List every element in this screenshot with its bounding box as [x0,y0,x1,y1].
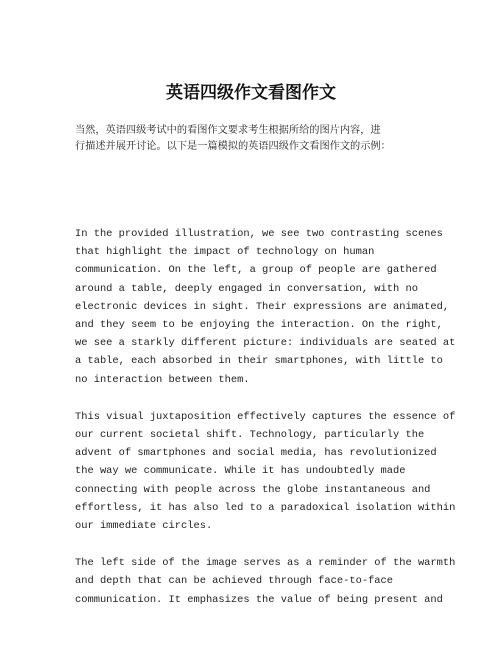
text-line: our current societal shift. Technology, particularly the [75,429,425,442]
text-line: advent of smartphones and social media, has revolutionized [75,447,437,460]
text-line: In the provided illustration, we see two contrasting scenes [75,228,443,240]
text-line: effortless, it has also led to a paradoxical isolation within [75,501,456,514]
text-line: the way we communicate. While it has undoubtedly made [75,465,406,478]
text-line: communication. It emphasizes the value of being present and [75,593,443,606]
essay-body [75,225,456,628]
text-line: This visual juxtaposition effectively captures the essence of [75,410,456,423]
text-line: no interaction between them. [75,373,250,386]
text-line: electronic devices in sight. Their expressions are animated, [75,300,450,313]
text-line: communication. On the left, a group of people are gathered [75,264,437,277]
text-line: our immediate circles. [75,520,213,533]
text-line: The left side of the image serves as a reminder of the warmth [75,557,456,570]
intro-line: 行描述并展开讨论。以下是一篇模拟的英语四级作文看图作文的示例： [75,141,391,152]
text-line: connecting with people across the globe instantaneous and [75,483,431,496]
essay-paragraph-3 [75,554,456,609]
text-line: and they seem to be enjoying the interaction. On the right, [75,319,443,332]
text-line: around a table, deeply engaged in conversation, with no [75,282,418,295]
intro-paragraph [75,123,435,155]
document-title: 英语四级作文看图作文 [166,83,336,103]
text-line: and depth that can be achieved through face-to-face [75,575,394,588]
text-line: a table, each absorbed in their smartphones, with little to [75,355,443,368]
text-line: that highlight the impact of technology on human [75,246,375,259]
essay-paragraph-2 [75,408,456,535]
intro-line: 当然，英语四级考试中的看图作文要求考生根据所给的图片内容，进 [75,125,381,136]
text-line: we see a starkly different picture: individuals are seated at [75,337,456,350]
essay-paragraph-1 [75,225,456,389]
